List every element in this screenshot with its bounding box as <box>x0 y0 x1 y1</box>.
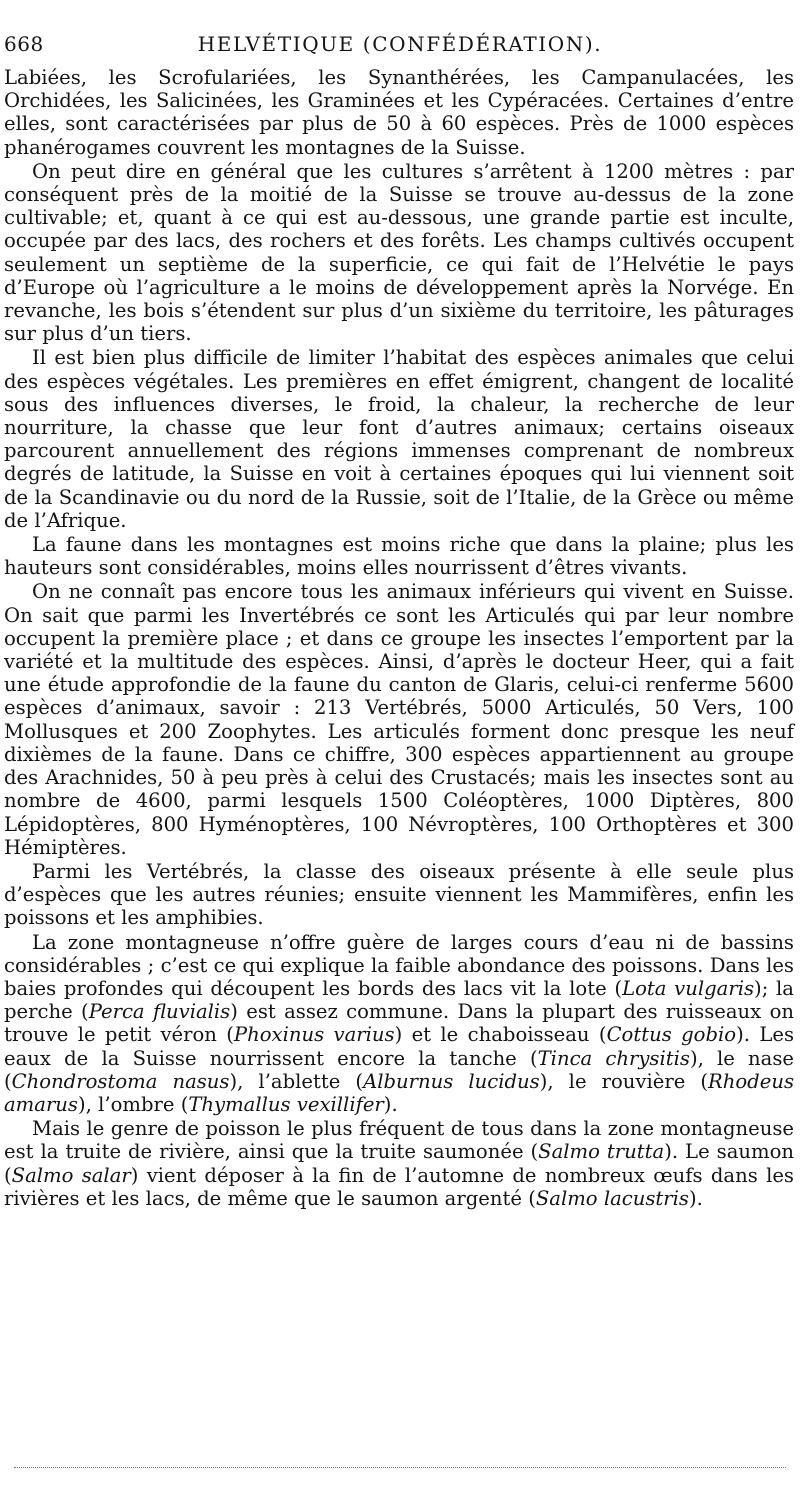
text-run: On peut dire en général que les cultures s’arrêtent à 1200 mètres : par conséquent près de la moitié de la Suisse se trouve au-dessus de la zone cultivable; et, quant à ce qui est au-dessous, une grande partie est inculte, occupée par des lacs, des rochers et des forêts. Les champs cultivés occupent seulement un septième de la superficie, ce qui fait de l’Helvétie le pays d’Europe où l’agriculture a le moins de développement après la Norvége. En revanche, les bois s’étendent sur plus d’un sixième du territoire, les pâturages sur plus d’un tiers. <box>4 159 794 346</box>
paragraph <box>4 931 794 1117</box>
text-run: Mais le genre de poisson le plus fréquent de tous dans la zone montagneuse est la truite de rivière, ainsi que la truite saumonée ( <box>4 1117 794 1164</box>
text-run: ). <box>383 1092 398 1116</box>
species-name: Salmo lacustris <box>535 1186 689 1210</box>
text-run: ), le nase ( <box>4 1046 794 1093</box>
species-name: Salmo salar <box>11 1163 131 1187</box>
species-name: Phoxinus varius <box>233 1023 395 1047</box>
text-run: Labiées, les Scrofulariées, les Synanthérées, les Campanulacées, les Orchidées, les Salicinées, les Graminées et les Cypéracées. Certaines d’entre elles, sont caractérisées par plus de 50 à 60 espèces. Près de 1000 espèces phanérogames couvrent les montagnes de la Suisse. <box>4 66 794 159</box>
text-run: ). <box>688 1186 703 1210</box>
text-run: ); la perche ( <box>4 976 794 1024</box>
species-name: Tinca chrysitis <box>537 1046 690 1070</box>
species-name: Salmo trutta <box>538 1140 665 1164</box>
paragraph <box>4 860 794 930</box>
paragraph <box>4 580 794 858</box>
species-name: Chondrostoma nasus <box>11 1069 230 1093</box>
body-text <box>4 66 794 1210</box>
species-name: Thymallus vexillifer <box>188 1092 384 1116</box>
footer-dotted-rule <box>14 1467 786 1468</box>
paragraph <box>4 160 794 346</box>
paragraph <box>4 66 794 159</box>
species-name: Perca fluvialis <box>88 1000 231 1024</box>
text-run: ) est assez commune. Dans la plupart des ruisseaux on trouve le petit véron ( <box>4 1000 794 1047</box>
text-run: ), l’ablette ( <box>229 1069 364 1093</box>
page-number: 668 <box>4 32 44 56</box>
text-run: ), le rouvière ( <box>539 1069 709 1093</box>
text-run: La faune dans les montagnes est moins riche que dans la plaine; plus les hauteurs sont considérables, moins elles nourrissent d’êtres vivants. <box>4 533 794 580</box>
text-run: ) vient déposer à la fin de l’automne de nombreux œufs dans les rivières et les lacs, de même que le saumon argenté ( <box>4 1163 794 1210</box>
species-name: Rhodeus amarus <box>4 1069 794 1116</box>
text-run: ) et le chaboisseau ( <box>394 1023 607 1047</box>
text-run: ), l’ombre ( <box>77 1092 189 1116</box>
page-header <box>0 28 800 60</box>
text-run: La zone montagneuse n’offre guère de larges cours d’eau ni de bassins considérables ; c’est ce qui explique la faible abondance des poissons. Dans les baies profondes qui découpent les bords des lacs vit la lote ( <box>4 930 794 1000</box>
paragraph <box>4 346 794 532</box>
paragraph <box>4 533 794 579</box>
text-run: Parmi les Vertébrés, la classe des oiseaux présente à elle seule plus d’espèces que les autres réunies; ensuite viennent les Mammifères, enfin les poissons et les amphibies. <box>4 859 794 930</box>
running-title: HELVÉTIQUE (CONFÉDÉRATION). <box>197 32 603 56</box>
species-name: Alburnus lucidus <box>363 1069 540 1093</box>
text-run: ). Le saumon ( <box>4 1140 795 1187</box>
species-name: Lota vulgaris <box>622 976 755 1000</box>
species-name: Cottus gobio <box>606 1023 737 1047</box>
text-run: Il est bien plus difficile de limiter l’habitat des espèces animales que celui des espèces végétales. Les premières en effet émigrent, changent de localité sous des influences diverses, le froid, la chaleur, la recherche de leur nourriture, la chasse que leur font d’autres animaux; certains oiseaux parcourent annuellement des régions immenses comprenant de nombreux degrés de latitude, la Suisse en voit à certaines époques qui lui viennent soit de la Scandinavie ou du nord de la Russie, soit de l’Italie, de la Grèce ou même de l’Afrique. <box>4 346 794 532</box>
text-run: On ne connaît pas encore tous les animaux inférieurs qui vivent en Suisse. On sait que parmi les Invertébrés ce sont les Articulés qui par leur nombre occupent la première place ; et dans ce groupe les insectes l’emportent par la variété et la multitude des espèces. Ainsi, d’après le docteur Heer, qui a fait une étude approfondie de la faune du canton de Glaris, celui-ci renferme 5600 espèces d’animaux, savoir : 213 Vertébrés, 5000 Articulés, 50 Vers, 100 Mollusques et 200 Zoophytes. Les articulés forment donc presque les neuf dixièmes de la faune. Dans ce chiffre, 300 espèces appartiennent au groupe des Arachnides, 50 à peu près à celui des Crustacés; mais les insectes sont au nombre de 4600, parmi lesquels 1500 Coléoptères, 1000 Diptères, 800 Lépidoptères, 800 Hyménoptères, 100 Névroptères, 100 Orthoptères et 300 Hémiptères. <box>4 580 794 859</box>
text-run: ). Les eaux de la Suisse nourrissent encore la tanche ( <box>4 1023 795 1070</box>
paragraph <box>4 1117 794 1210</box>
